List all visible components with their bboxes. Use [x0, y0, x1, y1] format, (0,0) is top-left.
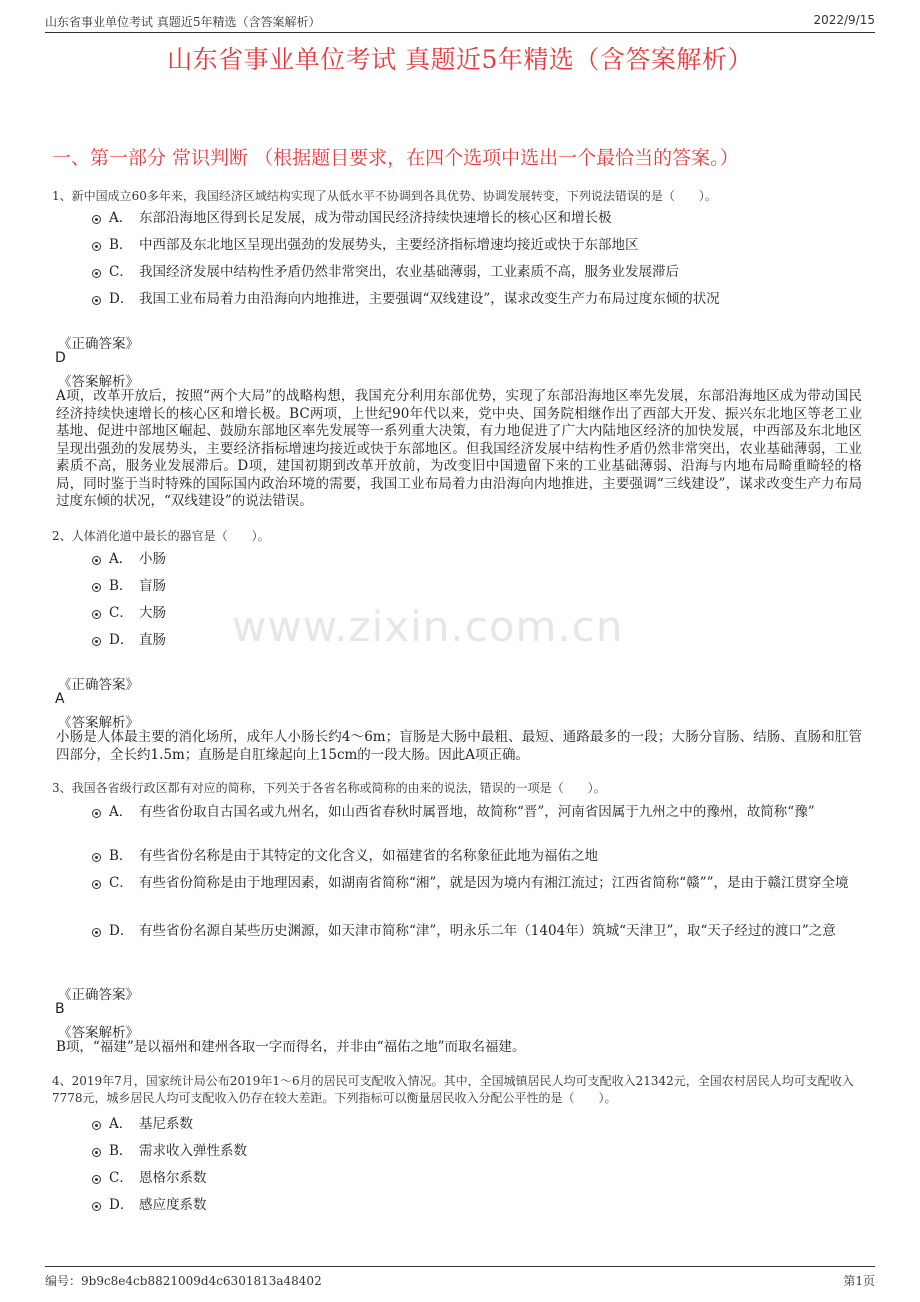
question-4-option-b[interactable]	[92, 1138, 862, 1164]
question-1-option-c[interactable]	[92, 259, 862, 285]
watermark: www.zixin.com.cn	[232, 602, 624, 651]
option-text: 有些省份名称是由于其特定的文化含义，如福建省的名称象征此地为福佑之地	[139, 848, 598, 864]
option-text: 我国经济发展中结构性矛盾仍然非常突出，农业基础薄弱，工业素质不高，服务业发展滞后	[139, 264, 679, 280]
radio-icon[interactable]	[92, 556, 101, 565]
question-3-stem: 3、我国各省级行政区都有对应的简称，下列关于各省名称或简称的由来的说法，错误的一项是（ ）。	[52, 781, 606, 795]
question-1-option-a[interactable]	[92, 205, 862, 231]
radio-icon[interactable]	[92, 853, 101, 862]
question-2-option-b[interactable]	[92, 573, 862, 599]
radio-icon[interactable]	[92, 269, 101, 278]
radio-icon[interactable]	[92, 880, 101, 889]
radio-icon[interactable]	[92, 637, 101, 646]
question-4-option-a[interactable]	[92, 1111, 862, 1137]
answer-label: 《正确答案》	[58, 677, 139, 693]
question-2-analysis: 小肠是人体最主要的消化场所，成年人小肠长约4～6m；盲肠是大肠中最粗、最短、通路最多的一段；大肠分盲肠、结肠、直肠和肛管四部分，全长约1.5m；直肠是自肛缘起向上15cm的一段大肠。因此A项正确。	[56, 729, 862, 763]
option-text: 有些省份简称是由于地理因素，如湖南省简称“湘”，就是因为境内有湘江流过；江西省简称“赣””，是由于赣江贯穿全境	[139, 875, 849, 891]
option-text: 盲肠	[139, 578, 166, 594]
radio-icon[interactable]	[92, 1121, 101, 1130]
radio-icon[interactable]	[92, 583, 101, 592]
option-letter: A．	[109, 551, 133, 567]
option-text: 基尼系数	[139, 1116, 193, 1132]
question-4-option-d[interactable]	[92, 1192, 862, 1218]
radio-icon[interactable]	[92, 1175, 101, 1184]
analysis-label: 《答案解析》	[58, 715, 139, 731]
option-text: 有些省份取自古国名或九州名，如山西省春秋时属晋地，故简称“晋”，河南省因属于九州之中的豫州，故简称“豫”	[139, 804, 815, 820]
option-letter: B．	[109, 848, 133, 864]
radio-icon[interactable]	[92, 1202, 101, 1211]
radio-icon[interactable]	[92, 928, 101, 937]
question-3-answer: B	[55, 1001, 65, 1017]
page-header	[45, 10, 875, 33]
page-footer	[45, 1266, 875, 1289]
option-letter: C．	[109, 605, 133, 621]
radio-icon[interactable]	[92, 296, 101, 305]
radio-icon[interactable]	[92, 610, 101, 619]
option-letter: A．	[109, 210, 133, 226]
option-letter: A．	[109, 1116, 133, 1132]
option-text: 大肠	[139, 605, 166, 621]
question-1-analysis: A项，改革开放后，按照“两个大局”的战略构想，我国充分利用东部优势，实现了东部沿海地区率先发展，东部沿海地区成为带动国民经济持续快速增长的核心区和增长极。BC两项，上世纪90年代以来，党中央、国务院相继作出了西部大开发、振兴东北地区等老工业基地、促进中部地区崛起、鼓励东部地区率先发展等一系列重大决策，有力地促进了广大内陆地区经济的加快发展，中西部及东北地区呈现出强劲的发展势头，主要经济指标增速均接近或快于东部地区。但我国经济发展中结构性矛盾仍然非常突出，农业基础薄弱，工业素质不高，服务业发展滞后。D项，建国初期到改革开放前，为改变旧中国遗留下来的工业基础薄弱、沿海与内地布局畸重畸轻的格局，同时鉴于当时特殊的国际国内政治环境的需要，我国工业布局着力由沿海向内地推进，主要强调“三线建设”，谋求改变生产力布局过度东倾的状况，“双线建设”的说法错误。	[56, 388, 862, 509]
option-text: 感应度系数	[139, 1197, 207, 1213]
option-text: 恩格尔系数	[139, 1170, 207, 1186]
radio-icon[interactable]	[92, 809, 101, 818]
option-text: 直肠	[139, 632, 166, 648]
question-2-stem: 2、人体消化道中最长的器官是（ ）。	[52, 529, 270, 543]
option-letter: A．	[109, 804, 133, 820]
page-number: 第1页	[843, 1274, 875, 1288]
question-4-option-c[interactable]	[92, 1165, 862, 1191]
question-3-option-d[interactable]	[92, 918, 862, 944]
option-letter: C．	[109, 875, 133, 891]
option-letter: C．	[109, 264, 133, 280]
section-title: 一、第一部分 常识判断 （根据题目要求，在四个选项中选出一个最恰当的答案。）	[52, 147, 739, 169]
question-2-answer: A	[55, 691, 65, 707]
question-2-option-c[interactable]	[92, 600, 862, 626]
question-3-option-c[interactable]	[92, 870, 862, 896]
analysis-label: 《答案解析》	[58, 374, 139, 390]
option-text: 我国工业布局着力由沿海向内地推进，主要强调“双线建设”，谋求改变生产力布局过度东倾的状况	[139, 291, 720, 307]
header-date: 2022/9/15	[813, 13, 875, 27]
option-text: 需求收入弹性系数	[139, 1143, 247, 1159]
question-3-option-a[interactable]	[92, 799, 862, 825]
option-letter: D．	[109, 923, 134, 939]
option-letter: B．	[109, 578, 133, 594]
question-4-stem: 4、2019年7月，国家统计局公布2019年1～6月的居民可支配收入情况。其中，全国城镇居民人均可支配收入21342元，全国农村居民人均可支配收入7778元，城乡居民人均可支配收入仍存在较大差距。下列指标可以衡量居民收入分配公平性的是（ ）。	[52, 1074, 854, 1105]
header-title: 山东省事业单位考试 真题近5年精选（含答案解析）	[45, 15, 321, 29]
question-1-stem: 1、新中国成立60多年来，我国经济区域结构实现了从低水平不协调到各具优势、协调发展转变，下列说法错误的是（ ）。	[52, 189, 717, 203]
option-text: 有些省份名源自某些历史渊源，如天津市简称“津”，明永乐二年（1404年）筑城“天津卫”，取“天子经过的渡口”之意	[139, 923, 836, 939]
question-1-option-b[interactable]	[92, 232, 862, 258]
radio-icon[interactable]	[92, 215, 101, 224]
page-title: 山东省事业单位考试 真题近5年精选（含答案解析）	[167, 45, 753, 74]
question-2-option-d[interactable]	[92, 627, 862, 653]
option-letter: B．	[109, 1143, 133, 1159]
radio-icon[interactable]	[92, 242, 101, 251]
question-1-option-d[interactable]	[92, 286, 862, 312]
analysis-label: 《答案解析》	[58, 1025, 139, 1041]
option-text: 中西部及东北地区呈现出强劲的发展势头，主要经济指标增速均接近或快于东部地区	[139, 237, 639, 253]
answer-label: 《正确答案》	[58, 336, 139, 352]
radio-icon[interactable]	[92, 1148, 101, 1157]
question-1-answer: D	[55, 350, 66, 366]
question-3-option-b[interactable]	[92, 843, 862, 869]
question-3-analysis: B项，“福建”是以福州和建州各取一字而得名，并非由“福佑之地”而取名福建。	[56, 1039, 526, 1055]
option-text: 小肠	[139, 551, 166, 567]
option-letter: D．	[109, 291, 134, 307]
document-id: 编号：9b9c8e4cb8821009d4c6301813a48402	[45, 1274, 322, 1288]
option-letter: B．	[109, 237, 133, 253]
answer-label: 《正确答案》	[58, 987, 139, 1003]
option-text: 东部沿海地区得到长足发展，成为带动国民经济持续快速增长的核心区和增长极	[139, 210, 612, 226]
question-2-option-a[interactable]	[92, 546, 862, 572]
option-letter: D．	[109, 632, 134, 648]
option-letter: C．	[109, 1170, 133, 1186]
option-letter: D．	[109, 1197, 134, 1213]
